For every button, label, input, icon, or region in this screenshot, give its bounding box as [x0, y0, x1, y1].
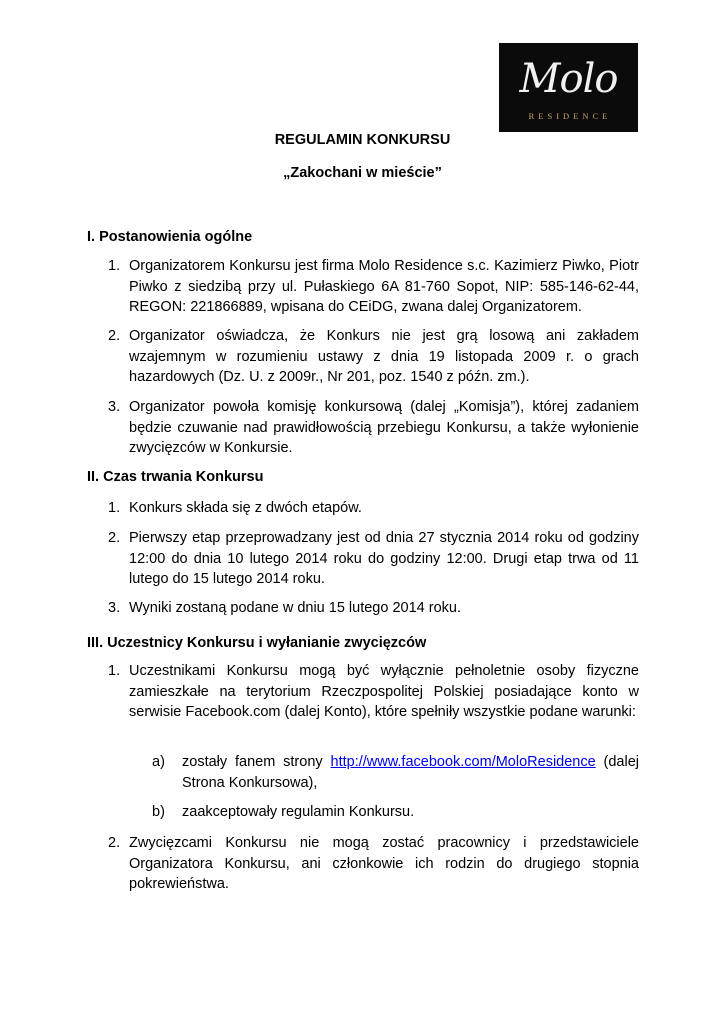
list-number: 2.	[108, 835, 121, 851]
sub-list-text	[182, 752, 639, 793]
list-item	[108, 528, 639, 590]
logo-subtitle: RESIDENCE	[528, 111, 612, 121]
list-text: Pierwszy etap przeprowadzany jest od dnia 27 stycznia 2014 roku od godziny 12:00 do dnia 10 lutego 2014 roku do godziny 12:00. Drugi etap trwa od 11 lutego do 15 lutego 2014 roku.	[129, 530, 639, 587]
list-text: Zwycięzcami Konkursu nie mogą zostać pracownicy i przedstawiciele Organizatora Konkursu, ani członkowie ich rodzin do drugiego stopnia pokrewieństwa.	[129, 835, 639, 892]
list-number: 2.	[108, 530, 121, 546]
sub-list-item	[152, 752, 639, 793]
list-number: 1.	[108, 500, 121, 516]
list-text: Uczestnikami Konkursu mogą być wyłącznie pełnoletnie osoby fizyczne zamieszkałe na terytorium Rzeczpospolitej Polskiej posiadające konto w serwisie Facebook.com (dalej Konto), które spełniły wszystkie podane warunki:	[129, 663, 639, 720]
list-number: 2.	[108, 328, 121, 344]
section-heading-duration: II. Czas trwania Konkursu	[87, 469, 264, 485]
molo-residence-logo	[499, 43, 638, 132]
list-item	[108, 397, 639, 459]
list-text: Organizator powoła komisję konkursową (dalej „Komisja”), której zadaniem będzie czuwanie nad prawidłowością przebiegu Konkursu, a także wyłonienie zwycięzców w Konkursie.	[129, 399, 639, 456]
sub-list-text-pre: zostały fanem strony	[182, 754, 331, 770]
sub-list-text: zaakceptowały regulamin Konkursu.	[182, 804, 415, 820]
list-item	[108, 833, 639, 895]
facebook-page-link[interactable]: http://www.facebook.com/MoloResidence	[330, 754, 596, 770]
list-item	[108, 498, 639, 519]
list-text: Wyniki zostaną podane w dniu 15 lutego 2014 roku.	[129, 600, 461, 616]
section-heading-participants: III. Uczestnicy Konkursu i wyłanianie zwycięzców	[87, 635, 427, 651]
sub-list-item	[152, 802, 639, 823]
list-text: Organizatorem Konkursu jest firma Molo Residence s.c. Kazimierz Piwko, Piotr Piwko z siedzibą przy ul. Pułaskiego 6A 81-760 Sopot, NIP: 585-146-62-44, REGON: 221866889, wpisana do CEiDG, zwana dalej Organizatorem.	[129, 258, 639, 315]
sub-list-letter: a)	[152, 754, 165, 770]
sub-list-letter: b)	[152, 804, 165, 820]
document-title: REGULAMIN KONKURSU	[274, 132, 451, 148]
logo-wordmark: Molo	[519, 56, 618, 102]
list-text: Organizator oświadcza, że Konkurs nie jest grą losową ani zakładem wzajemnym w rozumieniu ustawy z dnia 19 listopada 2009 r. o grach hazardowych (Dz. U. z 2009r., Nr 201, poz. 1540 z późn. zm.).	[129, 328, 639, 385]
list-number: 1.	[108, 663, 121, 679]
list-number: 1.	[108, 258, 121, 274]
list-number: 3.	[108, 399, 121, 415]
list-number: 3.	[108, 600, 121, 616]
list-item	[108, 598, 639, 619]
document-subtitle: „Zakochani w mieście”	[283, 165, 442, 181]
list-item	[108, 661, 639, 723]
list-item	[108, 256, 639, 318]
section-heading-general: I. Postanowienia ogólne	[87, 229, 253, 245]
sub-list-text-post: (dalej Strona Konkursowa),	[182, 754, 640, 791]
list-text: Konkurs składa się z dwóch etapów.	[129, 500, 362, 516]
list-item	[108, 326, 639, 388]
